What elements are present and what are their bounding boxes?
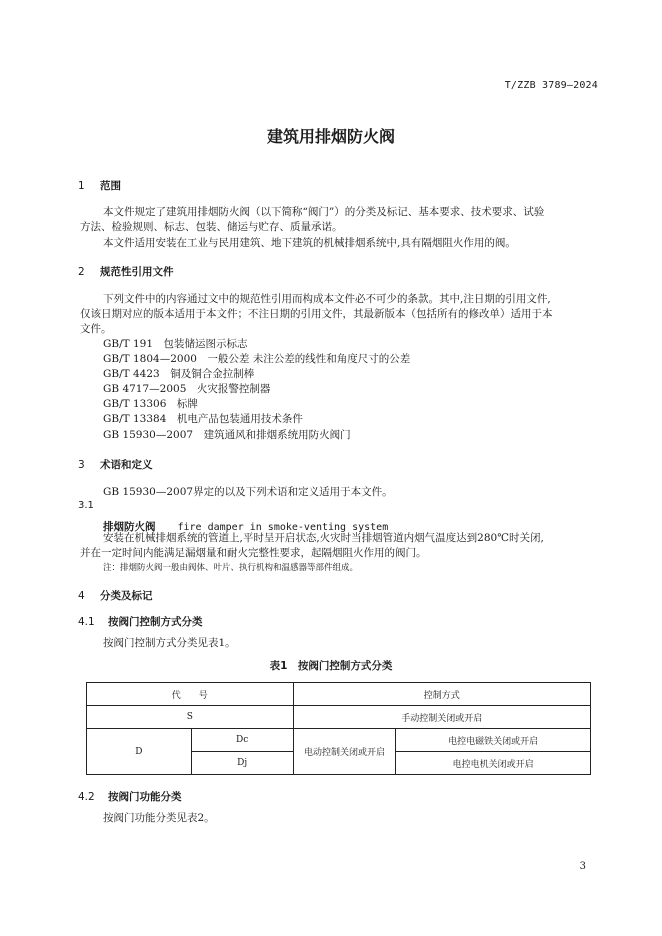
table-row	[87, 706, 591, 729]
cell-subcode: Dc	[191, 729, 293, 752]
subsection-title: 按阀门功能分类	[108, 791, 182, 803]
paragraph: 按阀门控制方式分类见表1。	[103, 637, 236, 649]
section-2-heading	[78, 264, 174, 279]
cell-detail: 电控电机关闭或开启	[396, 752, 591, 775]
section-3-heading	[78, 457, 153, 472]
section-title: 规范性引用文件	[100, 266, 174, 278]
reference-item: GB/T 191 包装储运图示标志	[103, 338, 248, 350]
definition: 并在一定时间内能满足漏烟量和耐火完整性要求，起隔烟阻火作用的阀门。	[80, 547, 427, 559]
paragraph: 文件。	[80, 323, 112, 335]
paragraph: GB 15930—2007界定的以及下列术语和定义适用于本文件。	[103, 486, 393, 498]
cell-subcode: Dj	[191, 752, 293, 775]
control-method-table	[86, 682, 591, 775]
section-title: 术语和定义	[100, 459, 153, 471]
cell-method: 手动控制关闭或开启	[293, 706, 590, 729]
header-code: 代 号	[87, 683, 294, 706]
paragraph: 按阀门功能分类见表2。	[103, 812, 215, 824]
header-control-method: 控制方式	[293, 683, 590, 706]
section-title: 范围	[100, 180, 121, 192]
definition: 安装在机械排烟系统的管道上,平时呈开启状态,火灾时当排烟管道内烟气温度达到280℃时关闭,	[103, 532, 544, 544]
term-number: 3.1	[78, 500, 94, 511]
reference-item: GB/T 1804—2000 一般公差 未注公差的线性和角度尺寸的公差	[103, 353, 411, 365]
cell-detail: 电控电磁铁关闭或开启	[396, 729, 591, 752]
subsection-number: 4.2	[78, 791, 95, 803]
document-title: 建筑用排烟防火阀	[266, 127, 395, 146]
term-chinese: 排烟防火阀	[103, 521, 156, 533]
subsection-title: 按阀门控制方式分类	[108, 616, 203, 628]
subsection-4-2-heading	[78, 789, 182, 804]
section-4-heading	[78, 588, 153, 603]
paragraph: 方法、检验规则、标志、包装、储运与贮存、质量承诺。	[80, 221, 343, 233]
section-number: 3	[78, 459, 85, 471]
reference-item: GB/T 4423 铜及铜合金拉制棒	[103, 368, 255, 380]
subsection-number: 4.1	[78, 616, 95, 628]
section-number: 4	[78, 590, 85, 602]
term-english: fire damper in smoke-venting system	[177, 522, 389, 533]
note: 注：排烟防火阀一般由阀体、叶片、执行机构和温感器等部件组成。	[103, 563, 359, 573]
table-caption: 表1 按阀门控制方式分类	[269, 660, 393, 672]
section-title: 分类及标记	[100, 590, 153, 602]
paragraph: 本文件规定了建筑用排烟防火阀（以下简称“阀门”）的分类及标记、基本要求、技术要求、试验	[103, 206, 545, 218]
reference-item: GB/T 13384 机电产品包装通用技术条件	[103, 413, 303, 425]
section-number: 1	[78, 180, 85, 192]
section-number: 2	[78, 266, 85, 278]
paragraph: 下列文件中的内容通过文中的规范性引用而构成本文件必不可少的条款。其中,注日期的引用文件,	[103, 293, 551, 305]
table-header-row	[87, 683, 591, 706]
subsection-4-1-heading	[78, 614, 203, 629]
table-row	[87, 729, 591, 752]
cell-code: S	[87, 706, 294, 729]
reference-item: GB/T 13306 标牌	[103, 398, 198, 410]
page-number: 3	[579, 861, 586, 872]
cell-method: 电动控制关闭或开启	[293, 729, 396, 775]
paragraph: 本文件适用安装在工业与民用建筑、地下建筑的机械排烟系统中,具有隔烟阻火作用的阀。	[103, 237, 516, 249]
reference-item: GB 15930—2007 建筑通风和排烟系统用防火阀门	[103, 429, 351, 441]
standard-number: T/ZZB 3789—2024	[504, 80, 598, 91]
paragraph: 仅该日期对应的版本适用于本文件；不注日期的引用文件，其最新版本（包括所有的修改单）适用于本	[80, 308, 553, 320]
reference-item: GB 4717—2005 火灾报警控制器	[103, 383, 271, 395]
section-1-heading	[78, 178, 121, 193]
cell-code: D	[87, 729, 192, 775]
